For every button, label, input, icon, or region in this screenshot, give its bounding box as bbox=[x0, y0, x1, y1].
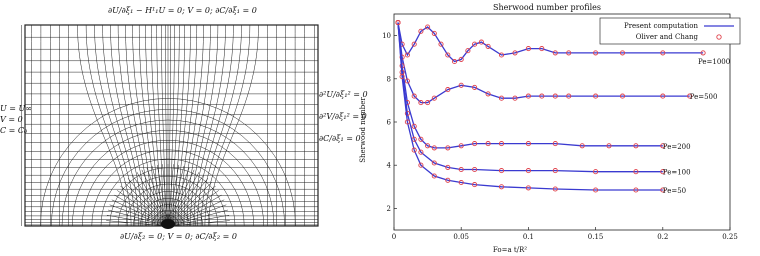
series-label: Pe=50 bbox=[662, 187, 687, 195]
x-tick-label: 0.05 bbox=[453, 233, 469, 241]
series-label: Pe=100 bbox=[662, 168, 691, 177]
y-tick-label: 6 bbox=[386, 118, 391, 127]
bc-left-line-1: U = U∞ bbox=[0, 104, 32, 113]
mesh-grid bbox=[0, 0, 352, 256]
mesh-line bbox=[184, 25, 204, 226]
sherwood-chart bbox=[352, 0, 760, 256]
x-axis-label: Fo=a t/R² bbox=[492, 246, 528, 254]
y-axis-label: Sherwood number bbox=[359, 97, 367, 163]
series-label: Pe=500 bbox=[689, 93, 718, 102]
mesh-line bbox=[126, 25, 149, 226]
legend-label-computation: Present computation bbox=[623, 22, 698, 30]
y-tick-label: 10 bbox=[382, 32, 391, 41]
y-tick-label: 4 bbox=[386, 161, 391, 170]
y-tick-label: 8 bbox=[386, 75, 391, 84]
y-tick-label: 2 bbox=[386, 204, 391, 213]
mesh-line bbox=[78, 25, 128, 226]
mesh-line bbox=[176, 25, 185, 226]
x-tick-label: 0.1 bbox=[522, 233, 534, 241]
mesh-line bbox=[209, 25, 259, 226]
x-tick-label: 0.25 bbox=[722, 233, 738, 241]
mesh-line bbox=[187, 25, 210, 226]
bc-right-line-3: ∂C/∂ξ₁ = 0 bbox=[319, 134, 361, 143]
mesh-lines bbox=[22, 25, 319, 226]
bc-left-line-3: C = C₀ bbox=[0, 126, 28, 135]
axes-layer bbox=[382, 14, 738, 241]
bc-right-line-1: ∂²U/∂ξ₁² = 0 bbox=[319, 90, 368, 99]
mesh-line bbox=[133, 25, 153, 226]
legend-label-experiment: Oliver and Chang bbox=[635, 33, 698, 41]
mesh-line bbox=[95, 25, 135, 226]
series-label: Pe=1000 bbox=[698, 57, 731, 66]
bc-bottom-label: ∂U/∂ξ₂ = 0; V = 0; ∂C/∂ξ₂ = 0 bbox=[120, 232, 237, 241]
mesh-center-dense bbox=[161, 219, 175, 229]
chart-title: Sherwood number profiles bbox=[493, 3, 601, 12]
mesh-line bbox=[171, 25, 175, 226]
bc-top-label: ∂U/∂ξ₁ − H¹₁U = 0; V = 0; ∂C/∂ξ₁ = 0 bbox=[108, 6, 257, 15]
mesh-line bbox=[201, 25, 241, 226]
mesh-line bbox=[162, 25, 166, 226]
mesh-border bbox=[25, 25, 318, 226]
series-layer bbox=[396, 21, 730, 196]
series-label: Pe=200 bbox=[662, 142, 691, 151]
x-tick-label: 0.15 bbox=[587, 233, 604, 241]
mesh-line bbox=[151, 25, 160, 226]
x-tick-label: 0.2 bbox=[657, 233, 669, 241]
bc-left-line-2: V = 0 bbox=[0, 115, 23, 124]
chart-legend bbox=[600, 18, 740, 44]
plot-frame bbox=[394, 14, 730, 230]
x-tick-label: 0 bbox=[391, 233, 397, 241]
bc-right-line-2: ∂²V/∂ξ₁² = 0 bbox=[319, 112, 367, 121]
